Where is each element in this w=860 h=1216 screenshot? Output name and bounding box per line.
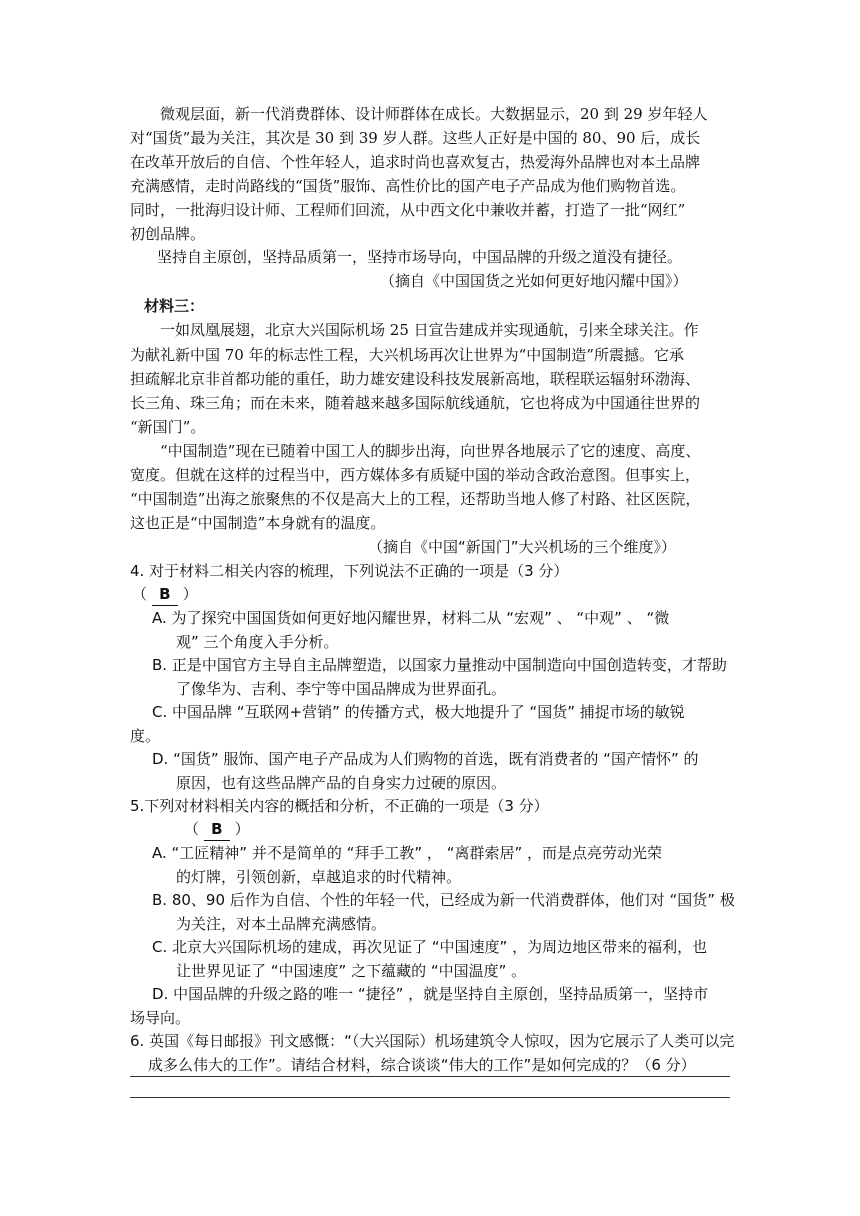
q5-stem: 5.下列对材料相关内容的概括和分析，不正确的一项是（3 分） — [130, 797, 549, 815]
q5-option-b-line2: 为关注，对本土品牌充满感情。 — [176, 915, 387, 933]
material2-p1-line1: 微观层面，新一代消费群体、设计师群体在成长。大数据显示，20 到 29 岁年轻人 — [160, 105, 708, 123]
material2-p1-line4: 充满感情，走时尚路线的“国货”服饰、高性价比的国产电子产品成为他们购物首选。 — [130, 177, 686, 195]
q4-option-a-line2: 观” 三个角度入手分析。 — [176, 633, 339, 651]
material2-p1-line6: 初创品牌。 — [130, 225, 206, 243]
material3-p2-line2: 宽度。但就在这样的过程当中，西方媒体多有质疑中国的举动含政治意图。但事实上， — [130, 466, 701, 484]
q4-option-a-line1: A. 为了探究中国国货如何更好地闪耀世界，材料二从 “宏观” 、 “中观” 、 “微 — [152, 609, 670, 627]
q4-answer-open: （ — [132, 585, 148, 603]
q5-option-d-line1: D. 中国品牌的升级之路的唯一 “捷径” ，就是坚持自主原创，坚持品质第一，坚持市 — [152, 985, 709, 1003]
answer-line-2[interactable] — [130, 1097, 730, 1098]
q5-option-d-line2: 场导向。 — [130, 1009, 191, 1027]
material3-p2-line3: “中国制造”出海之旅聚焦的不仅是高大上的工程，还帮助当地人修了村路、社区医院， — [130, 490, 701, 508]
q4-option-d-line2: 原因，也有这些品牌产品的自身实力过硬的原因。 — [176, 774, 507, 792]
material3-p1-line3: 担疏解北京非首都功能的重任，助力雄安建设科技发展新高地，联程联运辐射环渤海、 — [130, 370, 701, 388]
q6-stem-line2: 成多么伟大的工作”。请结合材料，综合谈谈“伟大的工作”是如何完成的？（6 分） — [148, 1056, 696, 1074]
q4-option-d-line1: D. “国货” 服饰、国产电子产品成为人们购物的首选，既有消费者的 “国产情怀” 的 — [152, 750, 699, 768]
q5-answer-close: ） — [234, 820, 250, 838]
q4-answer-value: B — [152, 583, 178, 606]
q5-option-c-line1: C. 北京大兴国际机场的建成，再次见证了 “中国速度” ，为周边地区带来的福利，也 — [152, 938, 708, 956]
material3-p1-line5: “新国门”。 — [130, 418, 206, 436]
material3-p2-line1: “中国制造”现在已随着中国工人的脚步出海，向世界各地展示了它的速度、高度、 — [160, 442, 701, 460]
material3-heading: 材料三： — [144, 297, 205, 315]
q5-option-b-line1: B. 80、90 后作为自信、个性的年轻一代，已经成为新一代消费群体，他们对 “国货” 极 — [152, 891, 735, 909]
answer-line-1[interactable] — [130, 1076, 730, 1077]
q5-answer-open: （ — [184, 820, 200, 838]
q5-option-a-line2: 的灯牌，引领创新，卓越追求的时代精神。 — [176, 868, 462, 886]
q4-option-b-line1: B. 正是中国官方主导自主品牌塑造，以国家力量推动中国制造向中国创造转变，才帮助 — [152, 656, 727, 674]
q4-stem: 4. 对于材料二相关内容的梳理，下列说法不正确的一项是（3 分） — [130, 562, 569, 580]
material2-p1-line5: 同时，一批海归设计师、工程师们回流，从中西文化中兼收并蓄，打造了一批“网红” — [130, 201, 686, 219]
q5-option-a-line1: A. “工匠精神” 并不是简单的 “拜手工教” ， “离群索居” ，而是点亮劳动光荣 — [152, 844, 663, 862]
material3-p2-line4: 这也正是“中国制造”本身就有的温度。 — [130, 514, 386, 532]
q4-answer-close: ） — [182, 585, 198, 603]
material2-p1-line2: 对“国货”最为关注，其次是 30 到 39 岁人群。这些人正好是中国的 80、90 后，成长 — [130, 129, 701, 147]
material3-p1-line1: 一如凤凰展翅，北京大兴国际机场 25 日宣告建成并实现通航，引来全球关注。作 — [160, 321, 699, 339]
q5-answer-value: B — [204, 818, 230, 841]
q6-stem-line1: 6. 英国《每日邮报》刊文感慨：“（大兴国际）机场建筑令人惊叹，因为它展示了人类可以完 — [130, 1032, 735, 1050]
material3-p1-line4: 长三角、珠三角；而在未来，随着越来越多国际航线通航，它也将成为中国通往世界的 — [130, 394, 701, 412]
material3-p1-line2: 为献礼新中国 70 年的标志性工程，大兴机场再次让世界为“中国制造”所震撼。它承 — [130, 346, 684, 364]
material2-p2: 坚持自主原创，坚持品质第一，坚持市场导向，中国品牌的升级之道没有捷径。 — [157, 248, 683, 266]
q5-answer — [184, 818, 250, 841]
q4-option-c-line2: 度。 — [130, 727, 161, 745]
q4-option-c-line1: C. 中国品牌 “互联网+营销” 的传播方式，极大地提升了 “国货” 捕捉市场的敏锐 — [152, 703, 685, 721]
q4-answer — [132, 583, 198, 606]
q5-option-c-line2: 让世界见证了 “中国速度” 之下蕴藏的 “中国温度” 。 — [176, 962, 527, 980]
material2-source: （摘自《中国国货之光如何更好地闪耀中国》） — [380, 272, 688, 290]
material2-p1-line3: 在改革开放后的自信、个性年轻人，追求时尚也喜欢复古，热爱海外品牌也对本土品牌 — [130, 153, 701, 171]
q4-option-b-line2: 了像华为、吉利、李宁等中国品牌成为世界面孔。 — [176, 680, 507, 698]
material3-source: （摘自《中国“新国门”大兴机场的三个维度》） — [368, 538, 677, 556]
